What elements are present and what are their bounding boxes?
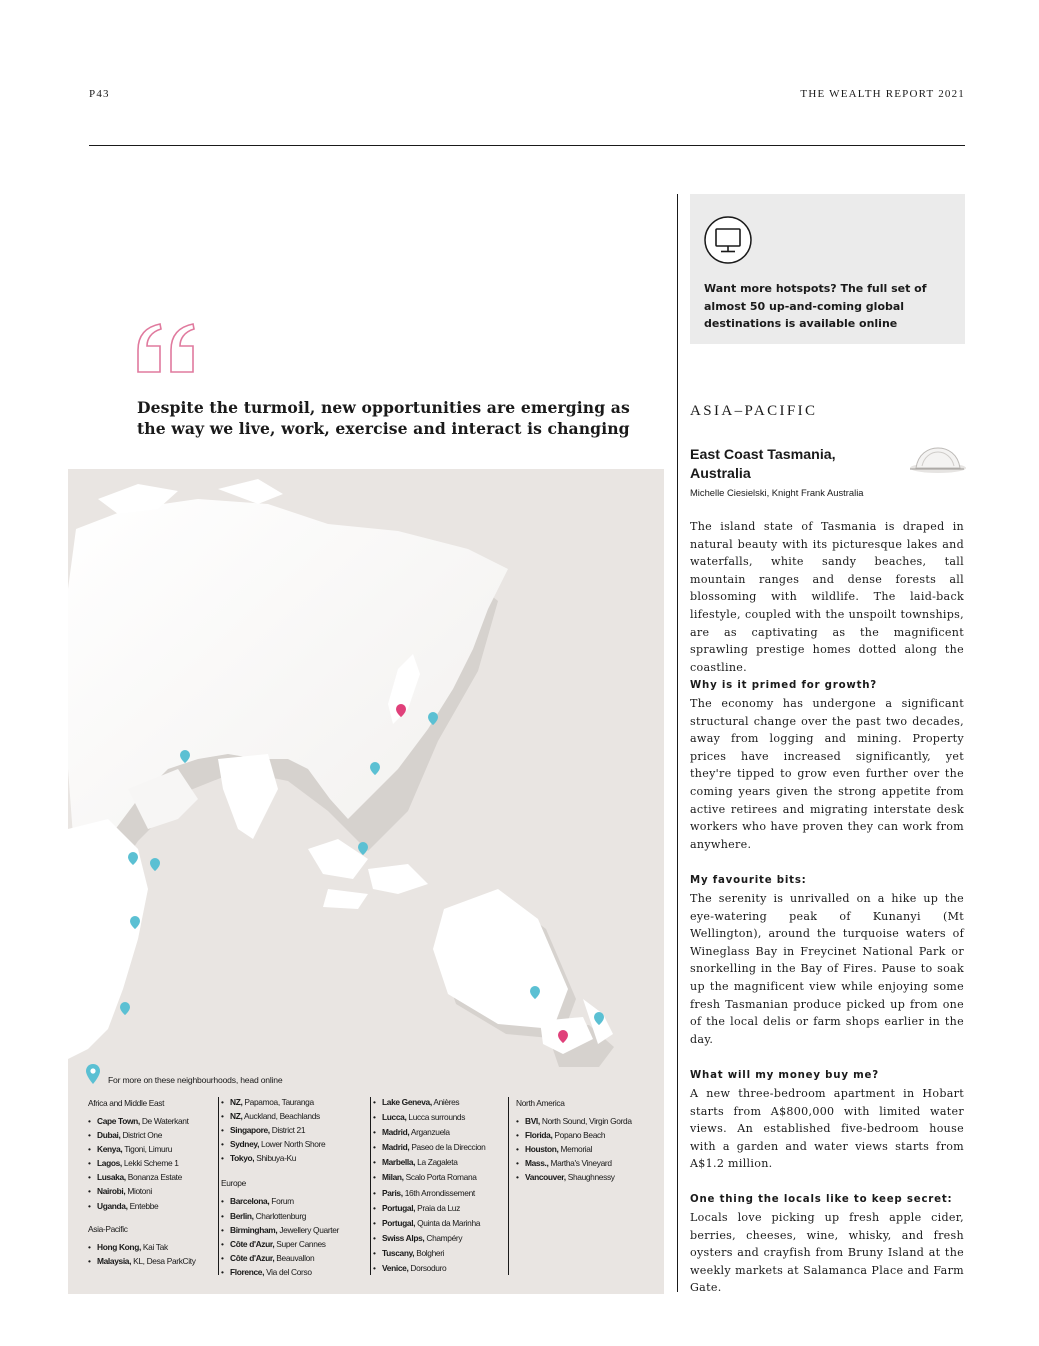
hotspots-map [68, 469, 664, 1294]
list-item: • Lusaka, Bonanza Estate [88, 1170, 228, 1184]
list-item: • Lucca, Lucca surrounds [373, 1110, 513, 1125]
list-item: • Berlin, Charlottenburg [221, 1209, 371, 1223]
header-rule [89, 145, 965, 146]
list-item: • Cape Town, De Waterkant [88, 1114, 228, 1128]
pin-capetown [120, 1002, 130, 1015]
list-item: • Birmingham, Jewellery Quarter [221, 1223, 371, 1237]
list-item: • Dubai, District One [88, 1128, 228, 1142]
column-divider [677, 194, 678, 1292]
pull-quote: Despite the turmoil, new opportunities are emerging as the way we live, work, exercise and interact is changing [137, 398, 630, 438]
page-number: P43 [89, 88, 110, 100]
section-heading: Why is it primed for growth? [690, 680, 878, 691]
list-item: • Malaysia, KL, Desa ParkCity [88, 1254, 228, 1268]
region-heading: ASIA–PACIFIC [690, 403, 818, 419]
list-item: • Portugal, Praia da Luz [373, 1201, 513, 1216]
online-promo-box[interactable] [690, 194, 965, 344]
list-title-asia: Asia-Pacific [88, 1223, 128, 1234]
online-note-text: For more on these neighbourhoods, head online [108, 1075, 283, 1085]
list-item: • Hong Kong, Kai Tak [88, 1240, 228, 1254]
list-item: • Kenya, Tigoni, Limuru [88, 1142, 228, 1156]
section-text: A new three-bedroom apartment in Hobart starts from A$800,000 with limited water views. An established five-bedroom house with a garden and water views starts from A$1.2 million. [690, 1087, 964, 1171]
list-divider [370, 1097, 371, 1275]
online-promo-text: Want more hotspots? The full set of almost 50 up-and-coming global destinations is available online [704, 282, 927, 330]
list-column-2 [221, 1095, 371, 1279]
list-item: • Houston, Memorial [516, 1142, 658, 1156]
list-item: • Sydney, Lower North Shore [221, 1137, 371, 1151]
list-divider [508, 1097, 509, 1275]
section-heading: One thing the locals like to keep secret: [690, 1194, 953, 1205]
byline: Michelle Ciesielski, Knight Frank Australia [690, 487, 864, 498]
pin-nairobi [150, 858, 160, 871]
list-item: • Tuscany, Bolgheri [373, 1246, 513, 1261]
list-item: • Madrid, Paseo de la Direccion [373, 1140, 513, 1155]
world-map-illustration [68, 469, 664, 1069]
list-item: • NZ, Auckland, Beachlands [221, 1109, 371, 1123]
location-pin-icon [86, 1064, 100, 1084]
list-item: • Portugal, Quinta da Marinha [373, 1216, 513, 1231]
monitor-icon [704, 216, 752, 264]
article-intro: The island state of Tasmania is draped in natural beauty with its picturesque lakes and waterfalls, white sandy beaches, tall mountain ranges and dense forests all blossoming with wildlife. The laid-back lifestyle, coupled with the unspoilt townships, are as captivating as the magnificent sprawling prestige homes dotted along the coastline. [690, 520, 964, 674]
list-item: • Florence, Via del Corso [221, 1265, 371, 1279]
list-item: • Côte d'Azur, Super Cannes [221, 1237, 371, 1251]
section-heading: What will my money buy me? [690, 1070, 879, 1081]
section-text: The serenity is unrivalled on a hike up the eye-watering peak of Kunanyi (Mt Wellington), around the turquoise waters of Wineglass Bay in Freycinet National Park or snorkelling in the Bay of Fires. Pause to soak up the magnificent view while enjoying some fresh Tasmanian produce picked up from one of the local delis or farm shops earlier in the day. [690, 892, 964, 1046]
list-item: • Madrid, Arganzuela [373, 1125, 513, 1140]
list-item: • BVI, North Sound, Virgin Gorda [516, 1114, 658, 1128]
list-column-3 [373, 1095, 513, 1276]
pin-singapore [358, 842, 368, 855]
list-item: • Côte d'Azur, Beauvallon [221, 1251, 371, 1265]
list-item: • Swiss Alps, Champéry [373, 1231, 513, 1246]
list-title-africa: Africa and Middle East [88, 1098, 165, 1108]
list-item: • Lagos, Lekki Scheme 1 [88, 1156, 228, 1170]
house-thumbnail-image [908, 442, 966, 478]
list-item: • Mass., Martha's Vineyard [516, 1156, 658, 1170]
list-item: • Nairobi, Miotoni [88, 1184, 228, 1198]
list-item: • Vancouver, Shaughnessy [516, 1170, 658, 1184]
list-item: • Uganda, Entebbe [88, 1199, 228, 1213]
list-title-north-america: North America [516, 1098, 565, 1108]
publication-title: THE WEALTH REPORT 2021 [800, 88, 965, 100]
list-item: • Barcelona, Forum [221, 1194, 371, 1208]
list-item: • Milan, Scalo Porta Romana [373, 1170, 513, 1185]
section-heading: My favourite bits: [690, 875, 807, 886]
list-column-1 [88, 1097, 228, 1268]
list-item: • Marbella, La Zagaleta [373, 1155, 513, 1170]
list-item: • Singapore, District 21 [221, 1123, 371, 1137]
list-column-4 [516, 1097, 658, 1184]
list-divider [218, 1097, 219, 1275]
section-text: Locals love picking up fresh apple cider, berries, cheeses, wine, whisky, and fresh oysters and crayfish from Bruny Island at the weekly markets at Salamanca Place and Farm Gate. [690, 1211, 964, 1295]
list-title-europe: Europe [221, 1178, 246, 1189]
online-note [86, 1064, 282, 1084]
place-title: East Coast Tasmania, Australia [690, 447, 836, 482]
list-item: • Lake Geneva, Anières [373, 1095, 513, 1110]
neighbourhood-lists [88, 1097, 658, 1277]
list-item: • Paris, 16th Arrondissement [373, 1186, 513, 1201]
list-item: • NZ, Papamoa, Tauranga [221, 1095, 371, 1109]
section-text: The economy has undergone a significant structural change over the past two decades, away from logging and mining. Property prices have increased significantly, yet they're tipped to grow even further over the coming years given the strong appetite from active retirees and migrating interstate desk workers who have proven they can work from anywhere. [690, 697, 964, 851]
quote-mark-icon [136, 322, 198, 374]
list-item: • Venice, Dorsoduro [373, 1261, 513, 1276]
list-item: • Florida, Popano Beach [516, 1128, 658, 1142]
list-item: • Tokyo, Shibuya-Ku [221, 1151, 371, 1165]
